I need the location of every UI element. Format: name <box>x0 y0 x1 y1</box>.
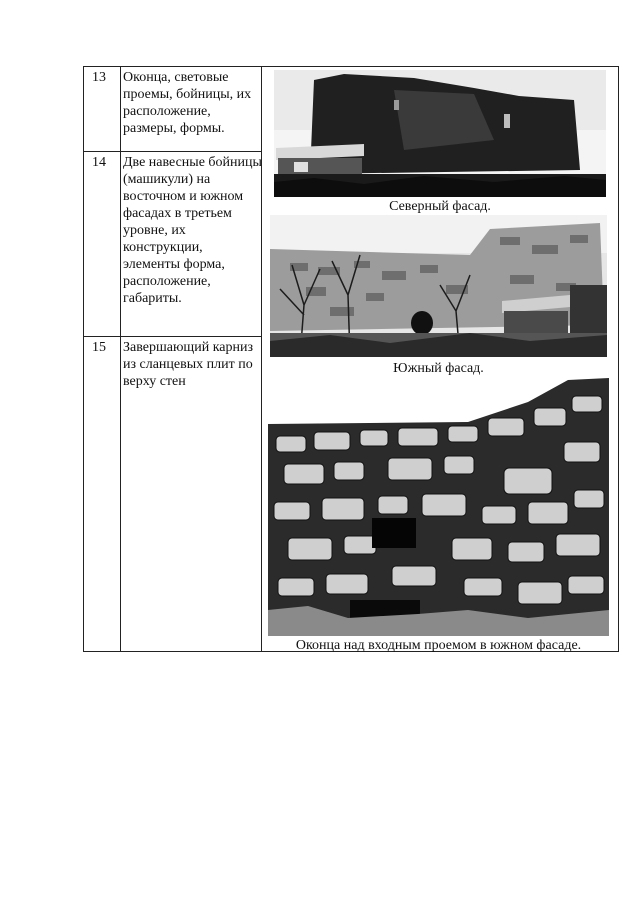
row-divider-1 <box>83 151 262 152</box>
row-number: 14 <box>92 155 106 170</box>
table-column-divider-1 <box>120 66 121 652</box>
row-divider-2 <box>83 336 262 337</box>
north-facade-caption: Северный фасад. <box>389 199 491 214</box>
south-facade-caption: Южный фасад. <box>393 361 484 376</box>
row-number: 13 <box>92 70 106 85</box>
north-facade-photo <box>274 70 606 197</box>
row-description: Оконца, световые проемы, бойницы, их расположение, размеры, формы. <box>123 70 252 136</box>
table-border-top <box>83 66 619 67</box>
row-description: Две навесные бойницы (машикули) на восточном и южном фасадах в третьем уровне, их конструкции, элементы форма, расположение, габариты. <box>123 155 262 306</box>
table-border-right <box>618 66 619 652</box>
row-number: 15 <box>92 340 106 355</box>
entrance-windows-caption: Оконца над входным проемом в южном фасаде. <box>295 638 582 653</box>
south-facade-photo <box>270 215 607 357</box>
table-border-left <box>83 66 84 652</box>
row-description: Завершающий карниз из сланцевых плит по верху стен <box>123 340 254 389</box>
entrance-windows-photo <box>268 378 609 636</box>
